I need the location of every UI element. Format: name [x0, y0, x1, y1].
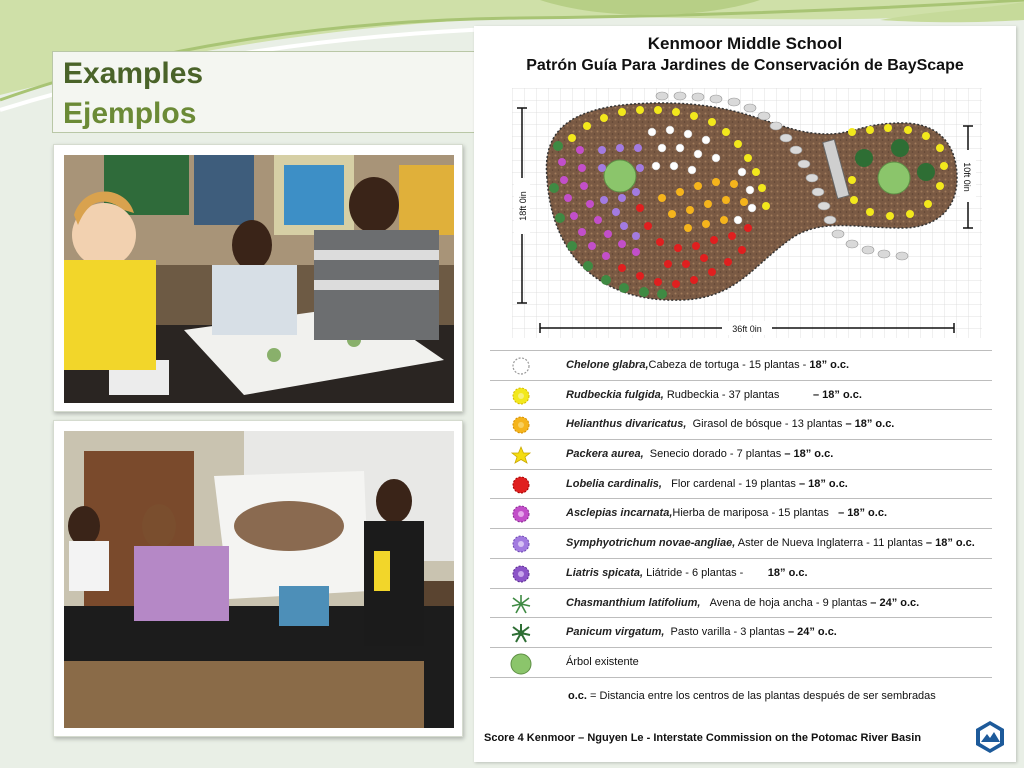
slide-title-english: Examples [63, 57, 204, 90]
legend-common-name: Aster de Nueva Inglaterra - 11 plantas [737, 537, 923, 550]
tree-icon [510, 653, 532, 675]
legend-scientific-name: Packera aurea, [566, 448, 644, 461]
legend-row [490, 469, 992, 499]
yellow-flower-icon [510, 386, 532, 406]
legend-scientific-name: Symphyotrichum novae-angliae, [566, 537, 736, 550]
legend-common-name: Girasol de bósque - 13 plantas [692, 418, 843, 431]
legend-common-name: Liátride - 6 plantas - [646, 566, 744, 579]
poster-footer-credit: Score 4 Kenmoor – Nguyen Le - Interstate Commission on the Potomac River Basin [484, 732, 922, 744]
oc-abbreviation: o.c. [568, 689, 587, 702]
plan-right-height-label: 10ft 0in [962, 162, 972, 192]
legend-row [490, 498, 992, 528]
legend-row [490, 647, 992, 677]
magenta-flower-icon [510, 504, 532, 524]
legend-scientific-name: Chasmanthium latifolium, [566, 596, 701, 609]
legend-common-name: Pasto varilla - 3 plantas [670, 626, 785, 639]
legend-common-name: Árbol existente [566, 655, 639, 668]
oc-definition: = Distancia entre los centros de las plantas después de ser sembradas [590, 689, 936, 702]
legend-spacing: – 24” o.c. [787, 626, 837, 639]
legend-common-name: Hierba de mariposa - 15 plantas [672, 507, 829, 520]
red-flower-icon [510, 475, 532, 495]
poster-school-name: Kenmoor Middle School [647, 34, 843, 53]
legend-scientific-name: Liatris spicata, [566, 566, 644, 579]
legend-row [490, 617, 992, 647]
photo-students-holding-design-image [64, 431, 454, 728]
legend-scientific-name: Lobelia cardinalis, [566, 477, 662, 490]
legend-spacing: – 18” o.c. [845, 418, 895, 431]
legend-scientific-name: Helianthus divaricatus, [566, 418, 687, 431]
photo-students-planning [53, 144, 463, 412]
legend-row [490, 409, 992, 439]
garden-plan-diagram [512, 88, 982, 338]
plan-height-label: 18ft 0in [518, 191, 528, 221]
white-flower-icon [510, 356, 532, 376]
dark-grass-icon [510, 623, 532, 643]
legend-oc-note [490, 677, 992, 715]
legend-scientific-name: Rudbeckia fulgida, [566, 388, 664, 401]
legend-spacing: 18” o.c. [809, 359, 850, 371]
slide-title-box [52, 51, 492, 133]
orange-flower-icon [510, 415, 532, 435]
plan-width-label: 36ft 0in [732, 324, 762, 334]
legend-spacing: – 18” o.c. [798, 477, 848, 490]
legend-scientific-name: Panicum virgatum, [566, 626, 665, 639]
legend-spacing: – 18” o.c. [925, 537, 975, 550]
legend-row [490, 528, 992, 558]
legend-common-name: Cabeza de tortuga - 15 plantas - [648, 359, 807, 371]
grass-icon [510, 594, 532, 614]
legend-scientific-name: Asclepias incarnata, [566, 507, 673, 520]
legend-scientific-name: Chelone glabra, [566, 359, 649, 371]
legend-spacing: – 24” o.c. [870, 596, 920, 609]
legend-spacing: – 18” o.c. [838, 507, 888, 520]
legend-common-name: Rudbeckia - 37 plantas [666, 388, 780, 401]
slide-title-spanish: Ejemplos [63, 97, 197, 130]
legend-spacing: 18” o.c. [767, 566, 808, 579]
lavender-flower-icon [510, 534, 532, 554]
legend-common-name: Senecio dorado - 7 plantas [649, 448, 782, 461]
photo-students-holding-design [53, 420, 463, 737]
legend-spacing: – 18” o.c. [784, 448, 834, 461]
poster-subtitle: Patrón Guía Para Jardines de Conservación de BayScape [526, 57, 964, 74]
icprb-logo-icon [974, 720, 1006, 754]
purple-flower-icon [510, 564, 532, 584]
legend-row [490, 350, 992, 380]
legend-common-name: Avena de hoja ancha - 9 plantas [709, 596, 868, 609]
legend-row [490, 439, 992, 469]
legend-row [490, 588, 992, 618]
legend-row [490, 380, 992, 410]
legend-spacing: – 18” o.c. [813, 388, 862, 401]
yellow-star-flower-icon [510, 445, 532, 465]
plant-legend [490, 350, 992, 715]
photo-students-planning-image [64, 155, 454, 403]
garden-design-poster [474, 26, 1016, 762]
legend-common-name: Flor cardenal - 19 plantas [671, 477, 796, 490]
legend-row [490, 558, 992, 588]
